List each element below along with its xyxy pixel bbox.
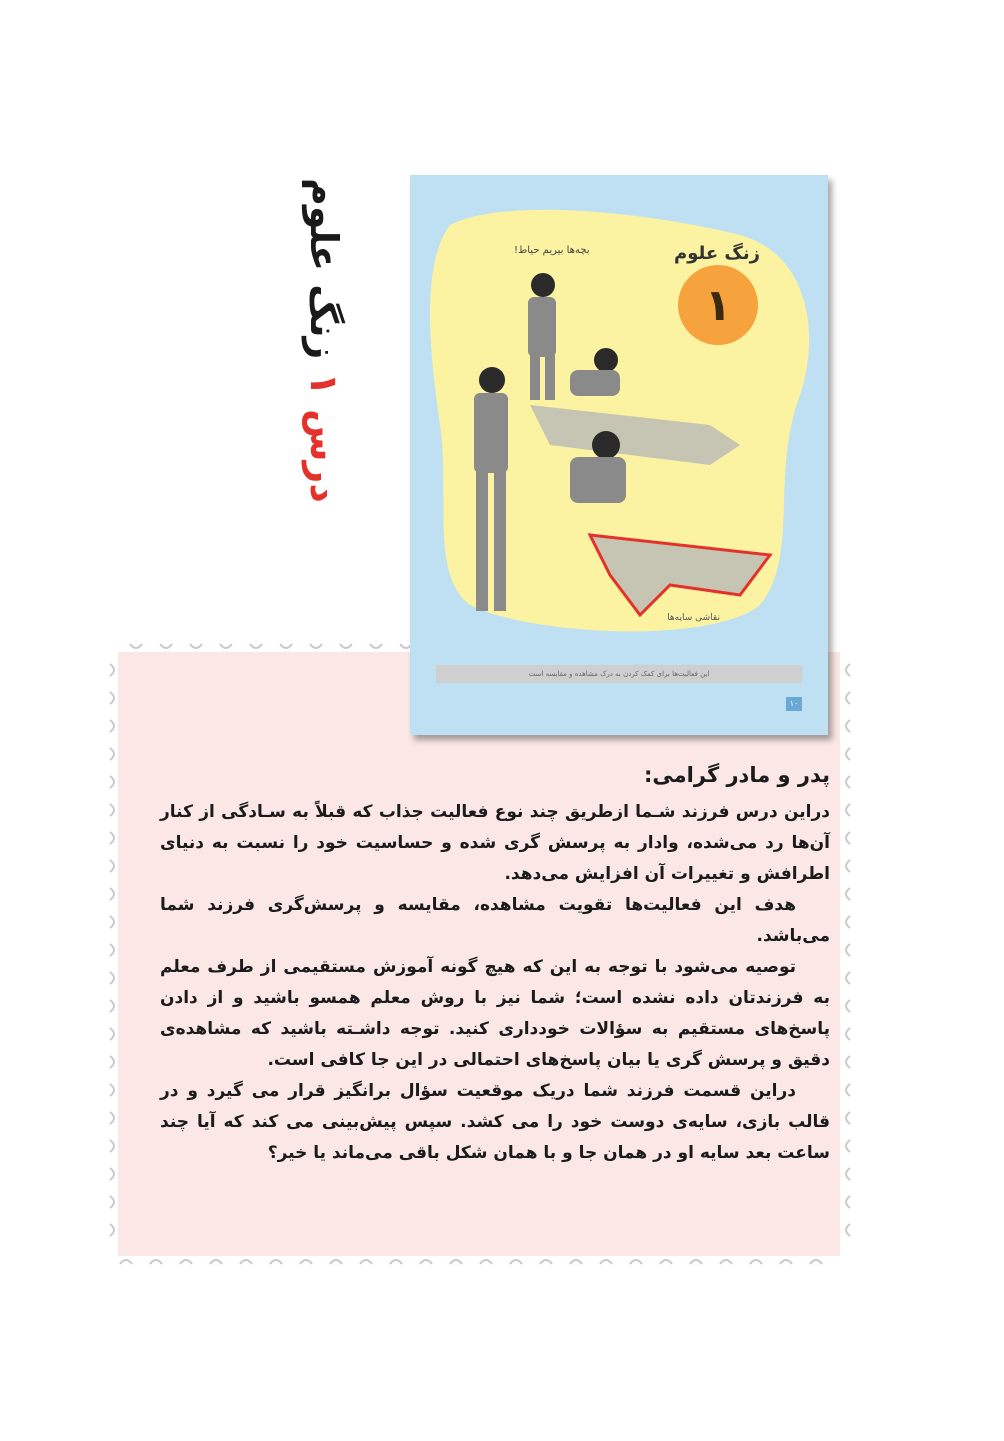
parents-text: [160, 760, 830, 1169]
cover-caption: نقاشی سایه‌ها: [667, 613, 720, 623]
cover-number-badge: ۱: [678, 265, 758, 345]
paragraph-1: دراین درس فرزند شـما ازطریق چند نوع فعالیت جذاب که قبلاً به سـادگی از کنار آن‌ها رد می‌شده، وادار به پرسش گری شده و حساسیت خود را نسبت به دنیای اطرافش و تغییرات آن افزایش می‌دهد.: [160, 802, 830, 884]
paragraph-3: توصیه می‌شود با توجه به این که هیچ گونه آموزش مستقیمی از طرف معلم به فرزندتان داده نشده است؛ شما نیز با روش معلم همسو باشید و از دادن پاسخ‌های مستقیم به سؤالات خودداری کنید. توجه داشـته باشید که مشاهده‌ی دقیق و پرسش گری یا بیان پاسخ‌های احتمالی در این جا کافی است.: [160, 957, 830, 1070]
lesson-label: درس: [302, 409, 346, 503]
cover-page-number: ۱۰: [786, 697, 802, 711]
cover-band: این فعالیت‌ها برای کمک کردن به درک مشاهده و مقایسه است: [436, 665, 802, 683]
cover-subtitle: بچه‌ها بیریم حیاط!: [514, 245, 590, 256]
book-cover: [410, 175, 828, 735]
cover-title: زنگ علوم: [674, 243, 760, 264]
lesson-name: زنگ علوم: [302, 178, 346, 360]
paragraph-4: دراین قسمت فرزند شما دریک موقعیت سؤال برانگیز قرار می گیرد و در قالب بازی، سایه‌ی دوست خود را می کشد. سپس پیش‌بینی می کند که آیا چند ساعت بعد سایه او در همان جا و با همان شکل باقی می‌ماند یا خیر؟: [160, 1081, 830, 1163]
paragraph-2: هدف این فعالیت‌ها تقویت مشاهده، مقایسه و پرسش‌گری فرزند شما می‌باشد.: [160, 895, 830, 946]
lesson-title: [302, 178, 374, 503]
lesson-number: ۱: [302, 372, 346, 396]
cover-illustration: [410, 175, 828, 735]
parents-heading: پدر و مادر گرامی:: [644, 763, 830, 787]
